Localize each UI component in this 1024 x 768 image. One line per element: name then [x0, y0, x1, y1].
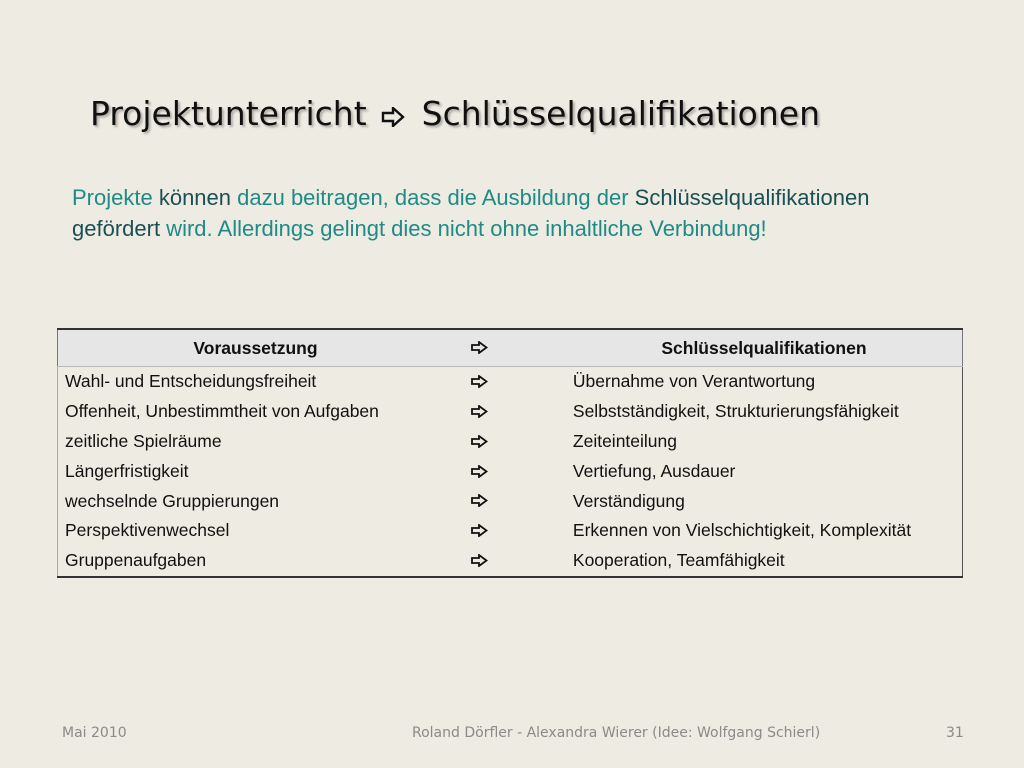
- table-row: [58, 457, 963, 487]
- right-arrow-icon: [471, 338, 488, 359]
- header-prerequisite: Voraussetzung: [58, 329, 454, 367]
- table-row: [58, 546, 963, 577]
- intro-paragraph: Projekte können dazu beitragen, dass die Ausbildung der Schlüsselqualifikationen gefördert wird. Allerdings gelingt dies nicht ohne inhaltliche Verbindung!: [72, 185, 870, 241]
- prerequisite-cell: Gruppenaufgaben: [58, 546, 454, 577]
- arrow-cell: [453, 367, 566, 397]
- header-qualification: Schlüsselqualifikationen: [566, 329, 963, 367]
- arrow-cell: [453, 516, 566, 546]
- qualification-cell: Selbstständigkeit, Strukturierungsfähigkeit: [566, 397, 963, 427]
- prerequisite-cell: wechselnde Gruppierungen: [58, 487, 454, 517]
- arrow-cell: [453, 397, 566, 427]
- right-arrow-icon: [471, 432, 488, 453]
- title-left: Projektunterricht: [90, 94, 367, 133]
- right-arrow-icon: [471, 402, 488, 423]
- arrow-cell: [453, 487, 566, 517]
- right-arrow-icon: [471, 491, 488, 512]
- right-arrow-icon: [471, 372, 488, 393]
- prerequisite-cell: zeitliche Spielräume: [58, 427, 454, 457]
- page-number: 31: [946, 725, 964, 741]
- table-row: [58, 397, 963, 427]
- header-arrow: [453, 329, 566, 367]
- qualification-table: [57, 328, 963, 578]
- table-row: [58, 487, 963, 517]
- right-arrow-icon: [471, 551, 488, 572]
- qualification-cell: Übernahme von Verantwortung: [566, 367, 963, 397]
- arrow-cell: [453, 546, 566, 577]
- prerequisite-cell: Perspektivenwechsel: [58, 516, 454, 546]
- qualification-cell: Zeiteinteilung: [566, 427, 963, 457]
- table-row: [58, 427, 963, 457]
- table-header-row: [58, 329, 963, 367]
- slide-title: [90, 94, 820, 135]
- qualification-cell: Verständigung: [566, 487, 963, 517]
- prerequisite-cell: Wahl- und Entscheidungsfreiheit: [58, 367, 454, 397]
- arrow-cell: [453, 457, 566, 487]
- right-arrow-icon: [471, 462, 488, 483]
- prerequisite-cell: Längerfristigkeit: [58, 457, 454, 487]
- qualification-cell: Vertiefung, Ausdauer: [566, 457, 963, 487]
- qualification-cell: Erkennen von Vielschichtigkeit, Komplexität: [566, 516, 963, 546]
- table-row: [58, 516, 963, 546]
- arrow-cell: [453, 427, 566, 457]
- right-arrow-icon: [381, 96, 405, 135]
- table-row: [58, 367, 963, 397]
- title-right: Schlüsselqualifikationen: [421, 94, 821, 133]
- prerequisite-cell: Offenheit, Unbestimmtheit von Aufgaben: [58, 397, 454, 427]
- footer-author: Roland Dörfler - Alexandra Wierer (Idee: Wolfgang Schierl): [412, 725, 821, 741]
- qualification-cell: Kooperation, Teamfähigkeit: [566, 546, 963, 577]
- right-arrow-icon: [471, 521, 488, 542]
- footer-date: Mai 2010: [62, 725, 127, 741]
